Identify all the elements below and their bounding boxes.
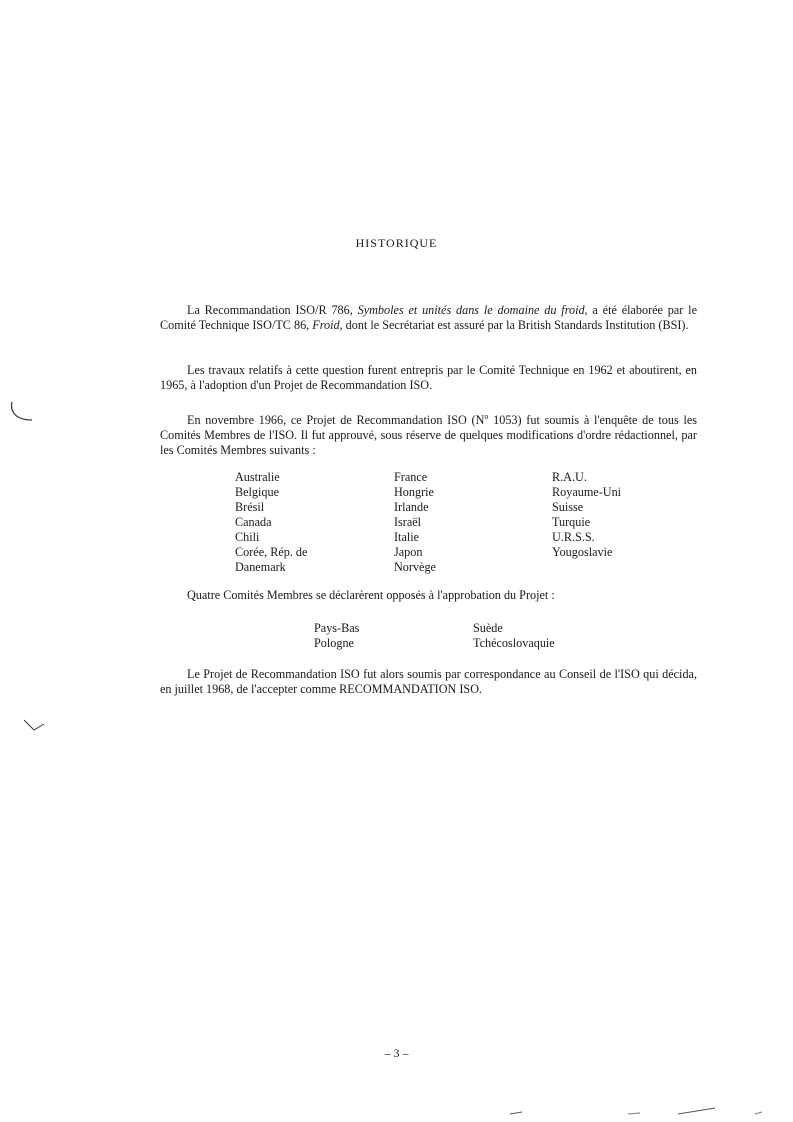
member-country: Yougoslavie <box>552 545 613 559</box>
member-country: Chili <box>235 530 260 544</box>
paragraph-4: Quatre Comités Membres se déclarèrent opposés à l'approbation du Projet : <box>187 588 555 602</box>
member-country: Japon <box>394 545 423 559</box>
member-country: Israël <box>394 515 422 529</box>
member-country: Royaume-Uni <box>552 485 622 499</box>
member-country: France <box>394 470 428 484</box>
approving-members-col-2 <box>394 470 436 575</box>
member-country: Danemark <box>235 560 286 574</box>
member-country: Suisse <box>552 500 584 514</box>
paragraph-2: Les travaux relatifs à cette question furent entrepris par le Comité Technique en 1962 et aboutirent, en 1965, à l'adoption d'un Projet de Recommandation ISO. <box>160 363 697 392</box>
member-country: Tchécoslovaquie <box>473 636 555 650</box>
member-country: Pays-Bas <box>314 621 360 635</box>
paragraph-3: En novembre 1966, ce Projet de Recommandation ISO ($N^o$ 1053) fut soumis à l'enquête de tous les Comités Membres de l'ISO. Il fut approuvé, sous réserve de quelques modifications d'ordre rédactionnel, par les Comités Membres suivants : <box>160 412 697 458</box>
paragraph-5: Le Projet de Recommandation ISO fut alors soumis par correspondance au Conseil de l'ISO qui décida, en juillet 1968, de l'accepter comme RECOMMANDATION ISO. <box>160 667 697 696</box>
scan-mark-bottom-right <box>500 1100 780 1120</box>
opposing-members-col-2 <box>473 621 555 651</box>
page-title: HISTORIQUE <box>355 236 438 250</box>
member-country: Irlande <box>394 500 429 514</box>
scan-mark-left-top <box>8 400 38 428</box>
scan-mark-left-bottom <box>22 714 52 738</box>
member-country: Brésil <box>235 500 265 514</box>
member-country: Pologne <box>314 636 354 650</box>
member-country: Norvège <box>394 560 436 574</box>
member-country: Corée, Rép. de <box>235 545 308 559</box>
member-country: Australie <box>235 470 280 484</box>
opposing-members-col-1 <box>314 621 359 651</box>
page-number: – 3 – <box>384 1046 409 1060</box>
approving-members-col-1 <box>235 470 307 575</box>
member-country: Canada <box>235 515 272 529</box>
approving-members-col-3 <box>552 470 621 560</box>
paragraph-1: La Recommandation ISO/R 786, Symboles et unités dans le domaine du froid, a été élaborée par le Comité Technique ISO/TC 86, Froid, dont le Secrétariat est assuré par la British Standards Institution (BSI). <box>160 303 697 332</box>
member-country: U.R.S.S. <box>552 530 595 544</box>
member-country: Suède <box>473 621 503 635</box>
member-country: R.A.U. <box>552 470 587 484</box>
member-country: Belgique <box>235 485 280 499</box>
member-country: Italie <box>394 530 420 544</box>
member-country: Hongrie <box>394 485 434 499</box>
member-country: Turquie <box>552 515 591 529</box>
